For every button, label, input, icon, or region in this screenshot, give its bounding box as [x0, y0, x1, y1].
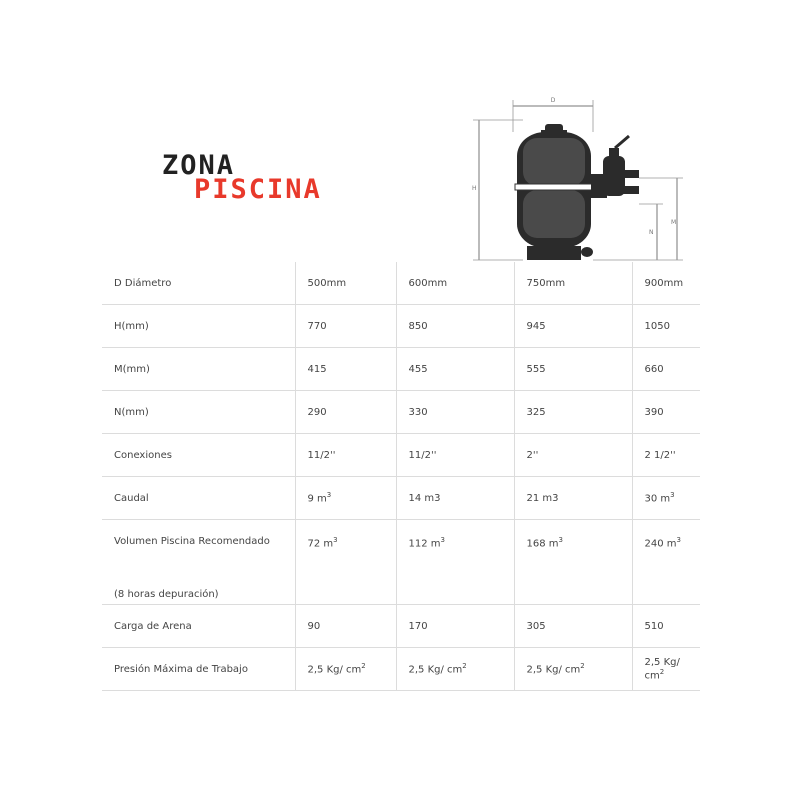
table-cell: 11/2'' — [396, 434, 514, 477]
table-cell: 555 — [514, 348, 632, 391]
dimension-m-label: M — [671, 219, 677, 226]
table-cell — [632, 648, 700, 691]
table-cell: 305 — [514, 605, 632, 648]
table-row — [102, 434, 700, 477]
table-cell: 600mm — [396, 262, 514, 305]
superscript: 3 — [326, 491, 332, 500]
table-row — [102, 391, 700, 434]
volume-value: 168 m — [526, 538, 559, 550]
table-cell — [396, 648, 514, 691]
table-cell: 290 — [295, 391, 396, 434]
caudal-value: 30 m — [644, 493, 671, 505]
table-cell: D Diámetro — [102, 262, 295, 305]
table-row — [102, 477, 700, 520]
table-cell: 2 1/2'' — [632, 434, 700, 477]
table-cell: N(mm) — [102, 391, 295, 434]
zona-piscina-logo — [162, 152, 362, 212]
row-label: Volumen Piscina Recomendado — [114, 536, 270, 547]
table-cell: 2'' — [514, 434, 632, 477]
table-row — [102, 520, 700, 605]
table-cell — [102, 520, 295, 605]
table-cell: 750mm — [514, 262, 632, 305]
dimension-h-label: H — [472, 185, 477, 192]
table-cell: 850 — [396, 305, 514, 348]
pressure-value: 2,5 Kg/ cm — [307, 664, 362, 676]
superscript: 2 — [462, 662, 467, 671]
caudal-value: 9 m — [307, 493, 327, 505]
logo-text-zona: ZONA — [162, 150, 236, 181]
table-cell: 14 m3 — [396, 477, 514, 520]
superscript: 3 — [676, 536, 681, 544]
volume-value: 240 m — [644, 538, 677, 550]
table-cell: 11/2'' — [295, 434, 396, 477]
table-cell: 510 — [632, 605, 700, 648]
row-sublabel: (8 horas depuración) — [114, 589, 219, 600]
table-cell: 90 — [295, 605, 396, 648]
table-cell — [632, 520, 700, 605]
superscript: 3 — [333, 536, 338, 544]
table-cell: 390 — [632, 391, 700, 434]
table-cell: H(mm) — [102, 305, 295, 348]
table-cell: 660 — [632, 348, 700, 391]
superscript: 2 — [580, 662, 585, 671]
superscript: 3 — [670, 491, 675, 500]
pressure-value: 2,5 Kg/ cm — [644, 656, 680, 682]
table-cell: 415 — [295, 348, 396, 391]
table-cell — [295, 648, 396, 691]
table-cell — [514, 520, 632, 605]
dimension-n-label: N — [649, 229, 654, 236]
table-cell — [396, 520, 514, 605]
pressure-value: 2,5 Kg/ cm — [526, 664, 581, 676]
table-row — [102, 348, 700, 391]
table-cell: Presión Máxima de Trabajo — [102, 648, 295, 691]
superscript: 3 — [558, 536, 563, 544]
table-cell — [514, 648, 632, 691]
table-row — [102, 605, 700, 648]
table-cell: 1050 — [632, 305, 700, 348]
table-cell: 900mm — [632, 262, 700, 305]
table-cell: Caudal — [102, 477, 295, 520]
table-row — [102, 305, 700, 348]
table-header-row — [102, 262, 700, 305]
table-cell: 330 — [396, 391, 514, 434]
superscript: 2 — [361, 662, 366, 671]
sand-filter-diagram — [463, 92, 703, 267]
table-cell: Carga de Arena — [102, 605, 295, 648]
table-cell: 945 — [514, 305, 632, 348]
superscript: 2 — [659, 667, 665, 676]
table-cell — [295, 477, 396, 520]
table-cell: 325 — [514, 391, 632, 434]
table-cell: M(mm) — [102, 348, 295, 391]
table-cell: Conexiones — [102, 434, 295, 477]
superscript: 3 — [440, 536, 445, 544]
table-cell: 455 — [396, 348, 514, 391]
pressure-value: 2,5 Kg/ cm — [408, 664, 463, 676]
volume-value: 112 m — [408, 538, 441, 550]
table-cell: 770 — [295, 305, 396, 348]
table-row — [102, 648, 700, 691]
table-cell — [632, 477, 700, 520]
table-cell: 21 m3 — [514, 477, 632, 520]
dimension-d-label: D — [550, 97, 556, 104]
volume-value: 72 m — [307, 538, 334, 550]
logo-text-piscina: PISCINA — [194, 174, 322, 205]
table-cell: 500mm — [295, 262, 396, 305]
table-cell — [295, 520, 396, 605]
table-cell: 170 — [396, 605, 514, 648]
specifications-table — [102, 262, 700, 691]
